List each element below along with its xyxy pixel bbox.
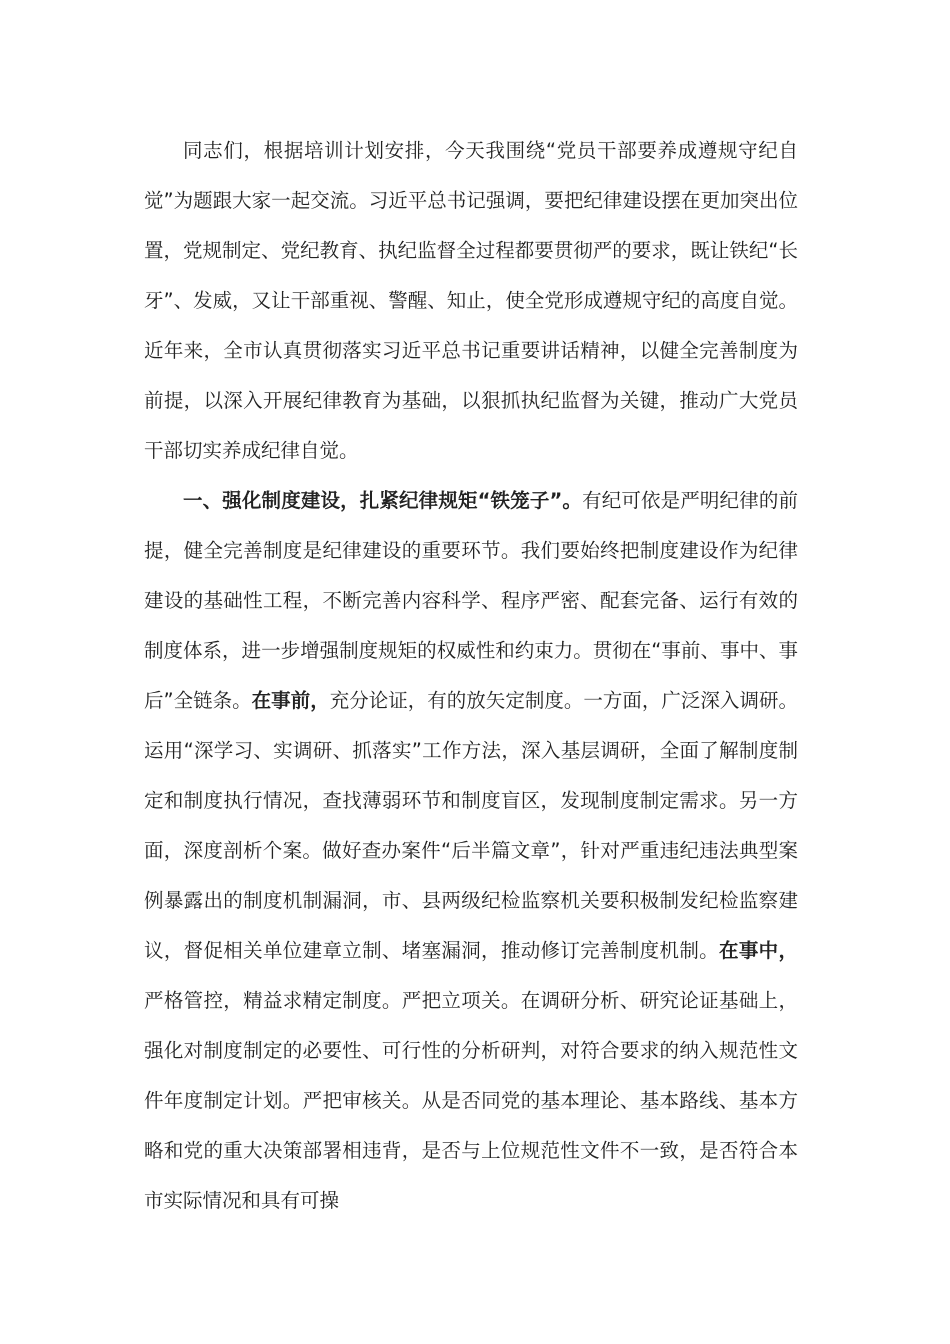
during-stage-text: 严格管控，精益求精定制度。严把立项关。在调研分析、研究论证基础上，强化对制度制定的必要性、可行性的分析研判，对符合要求的纳入规范性文件年度制定计划。严把审核关。从是否同党的基本理论、基本路线、基本方略和党的重大决策部署相违背，是否与上位规范性文件不一致，是否符合本市实际情况和具有可操 xyxy=(144,989,798,1212)
section-one-heading: 一、强化制度建设，扎紧纪律规矩“铁笼子”。 xyxy=(183,489,583,512)
before-stage-text: 充分论证，有的放矢定制度。一方面，广泛深入调研。运用“深学习、实调研、抓落实”工作方法，深入基层调研，全面了解制度制定和制度执行情况，查找薄弱环节和制度盲区，发现制度制定需求。另一方面，深度剖析个案。做好查办案件“后半篇文章”，针对严重违纪违法典型案例暴露出的制度机制漏洞，市、县两级纪检监察机关要积极制发纪检监察建议，督促相关单位建章立制、堵塞漏洞，推动修订完善制度机制。 xyxy=(144,689,798,962)
section-one-text: 有纪可依是严明纪律的前提，健全完善制度是纪律建设的重要环节。我们要始终把制度建设作为纪律建设的基础性工程，不断完善内容科学、程序严密、配套完备、运行有效的制度体系，进一步增强制度规矩的权威性和约束力。贯彻在“事前、事中、事后”全链条。 xyxy=(144,489,798,712)
intro-paragraph xyxy=(144,126,798,476)
during-stage-label: 在事中， xyxy=(719,939,798,962)
document-body xyxy=(144,126,798,1226)
section-one-paragraph xyxy=(144,476,798,1226)
before-stage-label: 在事前， xyxy=(251,689,330,712)
intro-text: 同志们，根据培训计划安排，今天我围绕“党员干部要养成遵规守纪自觉”为题跟大家一起交流。习近平总书记强调，要把纪律建设摆在更加突出位置，党规制定、党纪教育、执纪监督全过程都要贯彻严的要求，既让铁纪“长牙”、发威，又让干部重视、警醒、知止，使全党形成遵规守纪的高度自觉。近年来，全市认真贯彻落实习近平总书记重要讲话精神，以健全完善制度为前提，以深入开展纪律教育为基础，以狠抓执纪监督为关键，推动广大党员干部切实养成纪律自觉。 xyxy=(144,139,798,462)
